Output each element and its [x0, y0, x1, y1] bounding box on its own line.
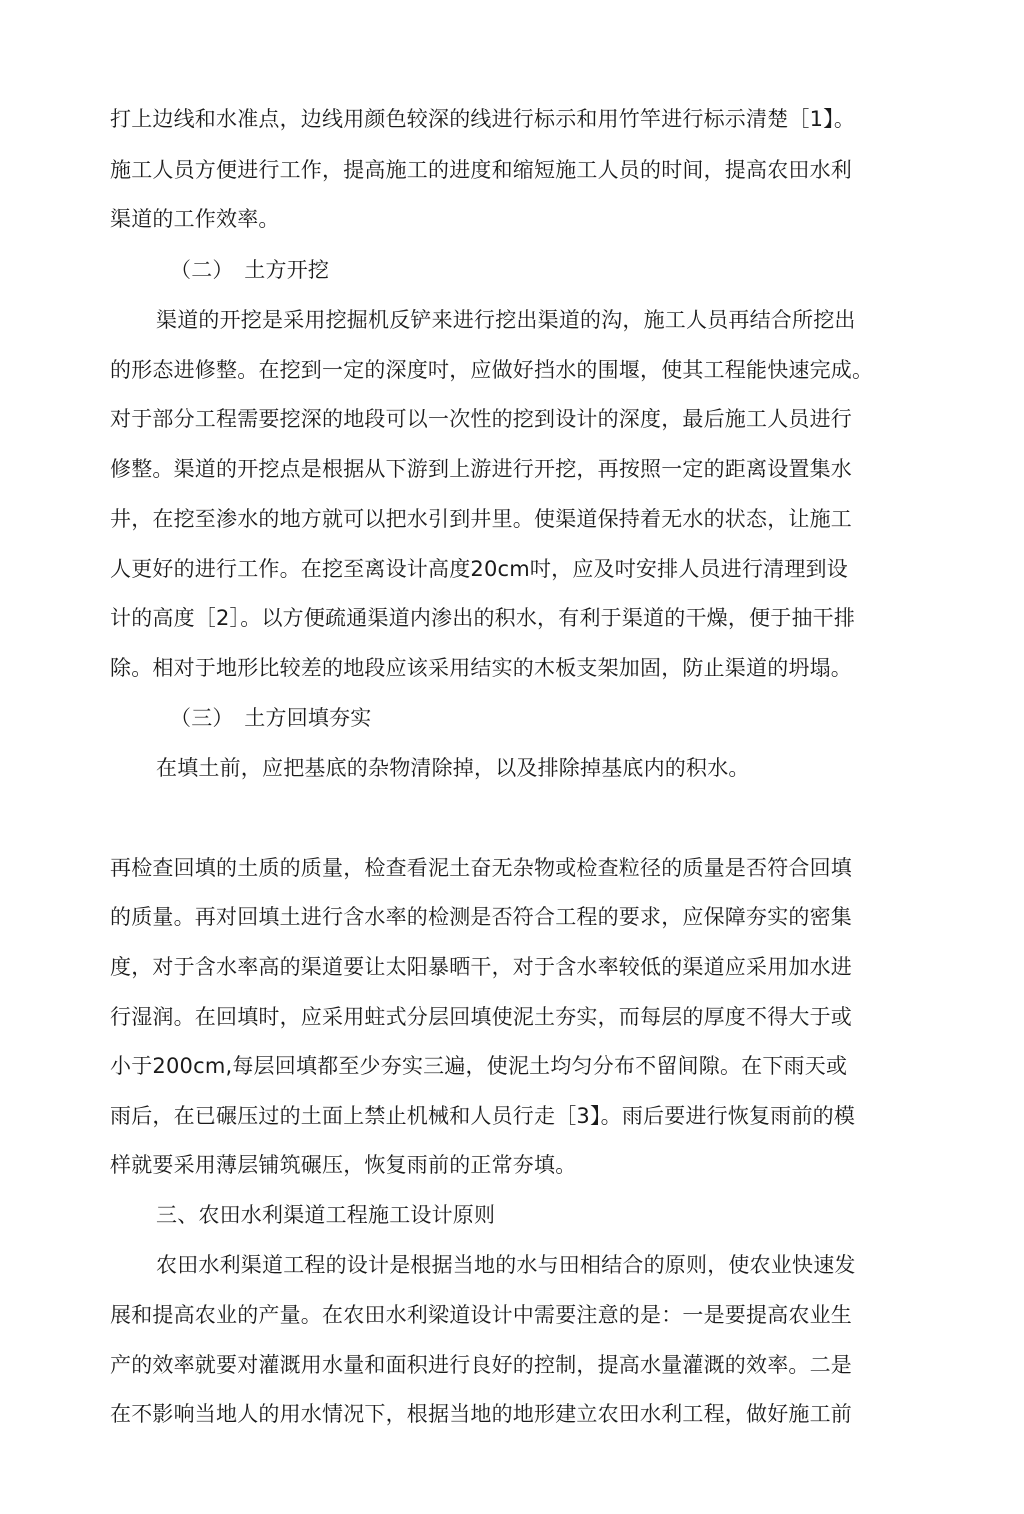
- text-line: 除。相对于地形比较差的地段应该采用结实的木板支架加固，防止渠道的坍塌。: [110, 656, 852, 680]
- text-line: 行湿润。在回填时，应采用蛀式分层回填使泥土夯实，而每层的厚度不得大于或: [110, 1005, 852, 1029]
- section-heading: 三、农田水利渠道工程施工设计原则: [156, 1203, 496, 1227]
- text-line: 井，在挖至渗水的地方就可以把水引到井里。使渠道保持着无水的状态，让施工: [110, 507, 852, 531]
- text-line: 雨后，在已碾压过的土面上禁止机械和人员行走［3】。雨后要进行恢复雨前的模: [110, 1104, 856, 1128]
- text-line: 的形态进修整。在挖到一定的深度吋，应做好挡水的围堰，使其工程能快速完成。: [110, 358, 874, 382]
- text-line: 展和提高农业的产量。在农田水利梁道设计中需要注意的是：一是要提高农业生: [110, 1303, 852, 1327]
- text-line: 农田水利渠道工程的设计是根据当地的水与田相结合的原则，使农业快速发: [156, 1253, 856, 1277]
- text-line: 在填土前，应把基底的杂物清除掉，以及排除掉基底内的积水。: [156, 756, 750, 780]
- text-line: 人更好的进行工作。在挖至离设计高度20cm吋，应及吋安排人员进行清理到设: [110, 557, 848, 581]
- text-line: 修整。渠道的开挖点是根据从下游到上游进行开挖，再按照一定的距离设置集水: [110, 457, 852, 481]
- text-line: 度，对于含水率高的渠道要让太阳暴晒干，对于含水率较低的渠道应采用加水进: [110, 955, 852, 979]
- text-line: 对于部分工程需要挖深的地段可以一次性的挖到设计的深度，最后施工人员进行: [110, 407, 852, 431]
- text-line: 再检查回填的土质的质量，检查看泥土奋无杂物或检查粒径的质量是否符合回填: [110, 856, 852, 880]
- text-line: 计的高度［2］。以方便疏通渠道内渗出的积水，有利于渠道的干燥，便于抽干排: [110, 606, 856, 630]
- text-line: 的质量。再对回填土进行含水率的检测是否符合工程的要求，应保障夯实的密集: [110, 905, 852, 929]
- section-heading: （三） 土方回填夯实: [170, 706, 372, 730]
- text-line: 产的效率就要对灌溉用水量和面积进行良好的控制，提高水量灌溉的效率。二是: [110, 1353, 852, 1377]
- text-line: 打上边线和水准点，边线用颜色较深的线进行标示和用竹竿进行标示清楚［1】。: [110, 107, 856, 131]
- section-heading: （二） 土方开挖: [170, 258, 330, 282]
- text-line: 样就要采用薄层铺筑碾压，恢复雨前的正常夯填。: [110, 1153, 577, 1177]
- text-line: 施工人员方便进行工作，提高施工的进度和缩短施工人员的时间，提高农田水利: [110, 158, 852, 182]
- text-line: 渠道的工作效率。: [110, 207, 280, 231]
- text-line: 渠道的开挖是采用挖掘机反铲来进行挖出渠道的沟，施工人员再结合所挖出: [156, 308, 856, 332]
- text-line: 在不影响当地人的用水情况下，根据当地的地形建立农田水利工程，做好施工前: [110, 1402, 852, 1426]
- text-line: 小于200cm,每层回填都至少夯实三遍，使泥土均匀分布不留间隙。在下雨天或: [110, 1054, 848, 1078]
